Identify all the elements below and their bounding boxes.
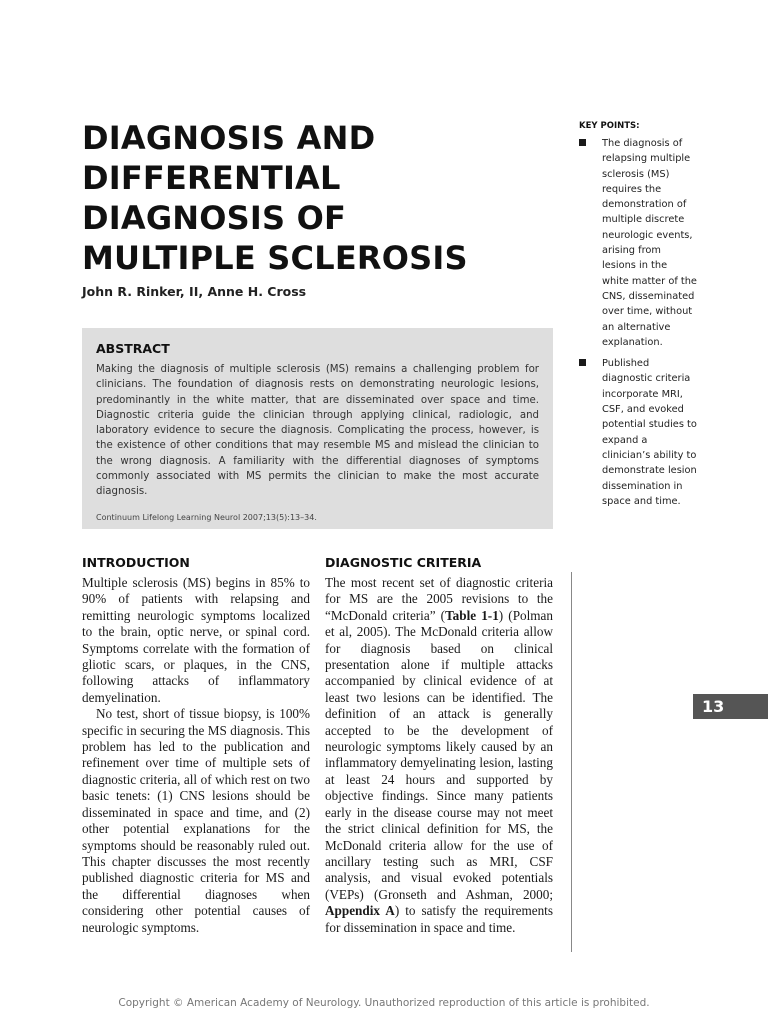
key-point-item (579, 136, 699, 350)
diagnostic-criteria-section (325, 555, 553, 936)
introduction-section (82, 555, 310, 936)
abstract-heading: ABSTRACT (96, 341, 170, 356)
square-bullet-icon (579, 139, 586, 146)
criteria-text: The most recent set of diagnostic criteria for MS are the 2005 revisions to the “McDonald criteria” ( (325, 575, 553, 623)
introduction-paragraph: No test, short of tissue biopsy, is 100% specific in securing the MS diagnosis. This problem has led to the publication and refinement over time of multiple sets of diagnostic criteria, all of which rest on two basic tenets: (1) CNS lesions should be disseminated in space and time, and (2) other potential explanations for the symptoms should be reasonably ruled out. This chapter discusses the most recently published diagnostic criteria for MS and the differential diagnoses when considering other potential causes of neurologic symptoms. (82, 706, 310, 935)
author-list: John R. Rinker, II, Anne H. Cross (82, 284, 307, 299)
title-line: DIAGNOSIS AND (82, 119, 376, 157)
journal-citation: Continuum Lifelong Learning Neurol 2007;13(5):13–34. (96, 512, 317, 522)
article-title (82, 118, 552, 278)
square-bullet-icon (579, 359, 586, 366)
title-line: DIAGNOSIS OF (82, 199, 347, 237)
table-reference-link[interactable]: Table 1-1 (445, 607, 499, 623)
introduction-paragraph: Multiple sclerosis (MS) begins in 85% to 90% of patients with relapsing and remitting neurologic symptoms localized to the brain, optic nerve, or spinal cord. Symptoms correlate with the formation of gliotic scars, or plaques, in the CNS, following attacks of inflammatory demyelination. (82, 575, 310, 705)
key-point-item (579, 356, 699, 509)
title-line: MULTIPLE SCLEROSIS (82, 239, 468, 277)
diagnostic-criteria-paragraph (325, 575, 553, 936)
title-line: DIFFERENTIAL (82, 159, 341, 197)
copyright-footer: Copyright © American Academy of Neurology. Unauthorized reproduction of this article is prohibited. (118, 997, 650, 1009)
criteria-text: ) (Polman et al, 2005). The McDonald criteria allow for diagnosis based on clinical presentation alone if multiple attacks accompanied by clinical evidence of at least two lesions can be identified. The definition of an attack is generally accepted to be the development of neurologic symptoms likely caused by an inflammatory demyelinating lesion, lasting at least 24 hours and supported by objective findings. Since many patients early in the disease course may not meet the strict clinical definition for MS, the McDonald criteria allow for the use of ancillary testing such as MRI, CSF analysis, and visual evoked potentials (VEPs) (Gronseth and Ashman, 2000; (325, 607, 553, 902)
page-number-tab: 13 (693, 694, 768, 719)
abstract-text: Making the diagnosis of multiple sclerosis (MS) remains a challenging problem for clinicians. The foundation of diagnosis rests on demonstrating neurologic lesions, predominantly in the white matter, that are disseminated over space and time. Diagnostic criteria guide the clinician through applying clinical, radiologic, and laboratory evidence to secure the diagnosis. Complicating the process, however, is the existence of other conditions that may resemble MS and mislead the clinician to the wrong diagnosis. A familiarity with the differential diagnoses of symptoms commonly associated with MS permits the clinician to make the most accurate diagnosis. (96, 364, 539, 498)
key-point-text: Published diagnostic criteria incorporate MRI, CSF, and evoked potential studies to expand a clinician’s ability to demonstrate lesion dissemination in space and time. (602, 358, 697, 507)
diagnostic-criteria-heading: DIAGNOSTIC CRITERIA (325, 555, 482, 570)
column-divider (571, 572, 572, 952)
abstract-box (82, 328, 553, 529)
appendix-reference-link[interactable]: Appendix A (325, 903, 395, 919)
key-point-text: The diagnosis of relapsing multiple sclerosis (MS) requires the demonstration of multiple discrete neurologic events, arising from lesions in the white matter of the CNS, disseminated over time, without an alternative explanation. (602, 138, 697, 348)
criteria-text: ) to satisfy the requirements for dissemination in space and time. (325, 903, 553, 935)
introduction-heading: INTRODUCTION (82, 555, 190, 570)
key-points-heading: KEY POINTS: (579, 121, 640, 131)
key-points-sidebar (579, 121, 699, 515)
